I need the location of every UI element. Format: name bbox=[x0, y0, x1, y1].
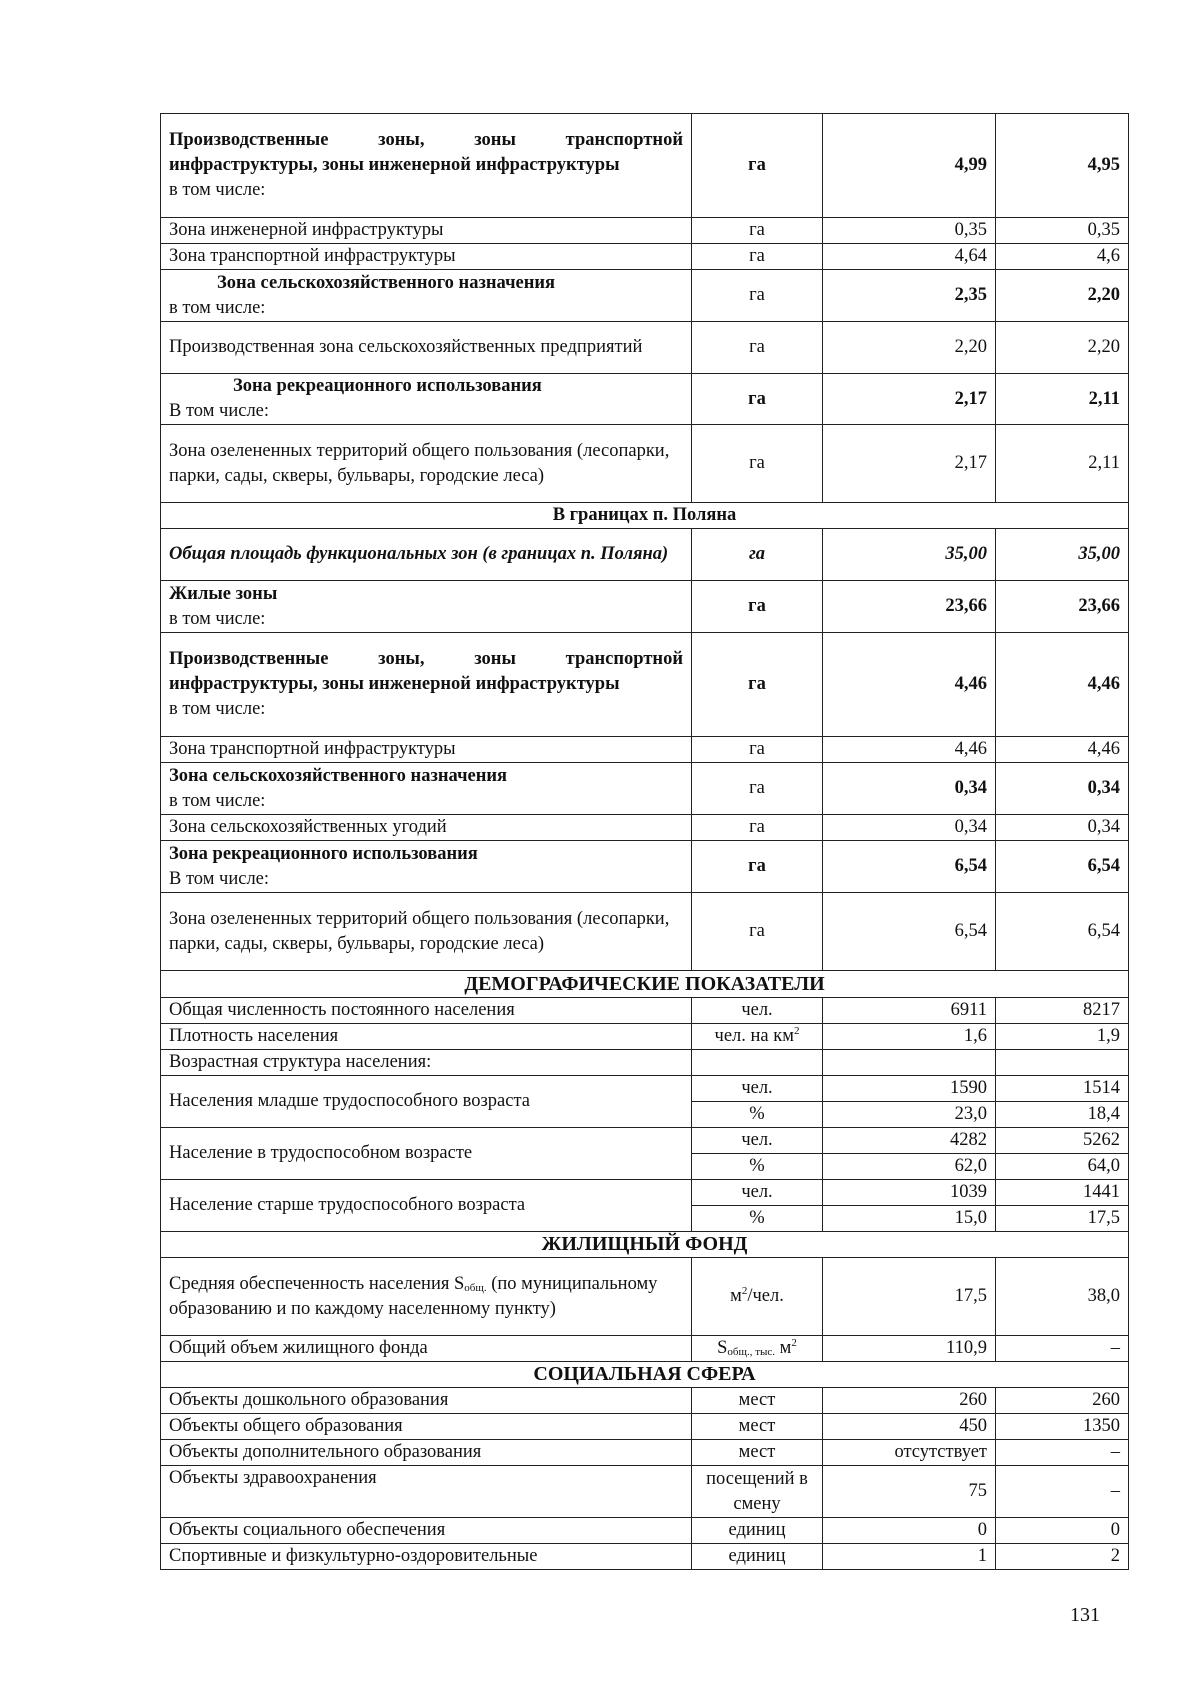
row-name: Население старше трудоспособного возраста bbox=[161, 1180, 692, 1232]
row-value-2: 64,0 bbox=[996, 1154, 1129, 1180]
row-name bbox=[161, 841, 692, 893]
row-name-bold: Производственные зоны, зоны транспортной инфраструктуры, зоны инженерной инфраструктуры bbox=[169, 649, 683, 694]
row-value-1: 0,34 bbox=[823, 763, 996, 815]
row-value-2: 2,11 bbox=[996, 374, 1129, 425]
row-value-1: 1590 bbox=[823, 1076, 996, 1102]
row-unit: чел. bbox=[692, 1076, 823, 1102]
table-row bbox=[161, 1518, 1129, 1544]
row-value-1: 0,35 bbox=[823, 218, 996, 244]
row-name: Зона транспортной инфраструктуры bbox=[161, 244, 692, 270]
unit-text: м bbox=[730, 1286, 742, 1306]
table-row bbox=[161, 998, 1129, 1024]
row-value-1: 75 bbox=[823, 1466, 996, 1518]
row-unit: чел. bbox=[692, 1180, 823, 1206]
row-name: Плотность населения bbox=[161, 1024, 692, 1050]
table-row bbox=[161, 1258, 1129, 1336]
row-value-1: 1039 bbox=[823, 1180, 996, 1206]
row-value-1: 2,17 bbox=[823, 374, 996, 425]
row-value-2: 1441 bbox=[996, 1180, 1129, 1206]
section-row bbox=[161, 1232, 1129, 1258]
row-value-2: 0 bbox=[996, 1518, 1129, 1544]
row-value-2: 1350 bbox=[996, 1414, 1129, 1440]
row-value-2: 17,5 bbox=[996, 1206, 1129, 1232]
row-unit: чел. bbox=[692, 1128, 823, 1154]
row-name: Объекты здравоохранения bbox=[161, 1466, 692, 1518]
table-row bbox=[161, 270, 1129, 322]
row-value-1: 6,54 bbox=[823, 841, 996, 893]
row-unit: га bbox=[692, 893, 823, 971]
row-value-1: 17,5 bbox=[823, 1258, 996, 1336]
row-value-1: 1 bbox=[823, 1544, 996, 1570]
row-unit: % bbox=[692, 1102, 823, 1128]
row-value-1: отсутствует bbox=[823, 1440, 996, 1466]
row-value-2: 1,9 bbox=[996, 1024, 1129, 1050]
row-subnote: В том числе: bbox=[169, 401, 270, 421]
row-name: Зона сельскохозяйственных угодий bbox=[161, 815, 692, 841]
row-value-2: 38,0 bbox=[996, 1258, 1129, 1336]
row-value-2: 35,00 bbox=[996, 529, 1129, 581]
row-value-2: 0,34 bbox=[996, 763, 1129, 815]
row-subnote: в том числе: bbox=[169, 180, 266, 200]
table-row bbox=[161, 1076, 1129, 1102]
section-heading: СОЦИАЛЬНАЯ СФЕРА bbox=[161, 1362, 1129, 1388]
row-value-1: 1,6 bbox=[823, 1024, 996, 1050]
table-row bbox=[161, 581, 1129, 633]
row-unit: га bbox=[692, 737, 823, 763]
row-value-1: 35,00 bbox=[823, 529, 996, 581]
row-unit: мест bbox=[692, 1414, 823, 1440]
row-name-bold: Зона рекреационного использования bbox=[233, 376, 542, 396]
row-value-2: 6,54 bbox=[996, 893, 1129, 971]
row-value-2: 23,66 bbox=[996, 581, 1129, 633]
row-name bbox=[161, 633, 692, 737]
row-value-2 bbox=[996, 1050, 1129, 1076]
row-name-bold: Зона сельскохозяйственного назначения bbox=[217, 272, 556, 293]
row-value-2: 8217 bbox=[996, 998, 1129, 1024]
row-name bbox=[161, 114, 692, 218]
row-name: Общий объем жилищного фонда bbox=[161, 1336, 692, 1362]
row-value-2: 18,4 bbox=[996, 1102, 1129, 1128]
row-value-1: 6911 bbox=[823, 998, 996, 1024]
unit-text: S bbox=[717, 1338, 728, 1358]
table-row bbox=[161, 425, 1129, 503]
row-name-bold: Зона рекреационного использования bbox=[169, 843, 478, 864]
row-value-1: 110,9 bbox=[823, 1336, 996, 1362]
row-name: Населения младше трудоспособного возраста bbox=[161, 1076, 692, 1128]
table-row bbox=[161, 218, 1129, 244]
table-row bbox=[161, 737, 1129, 763]
row-unit: га bbox=[692, 244, 823, 270]
table-row bbox=[161, 1050, 1129, 1076]
row-value-2: 2,20 bbox=[996, 270, 1129, 322]
page-number: 131 bbox=[1070, 1604, 1100, 1626]
unit-text: чел. на км bbox=[714, 1026, 794, 1046]
section-heading: ДЕМОГРАФИЧЕСКИЕ ПОКАЗАТЕЛИ bbox=[161, 971, 1129, 998]
table-row bbox=[161, 1336, 1129, 1362]
row-name-bold: Жилые зоны bbox=[169, 583, 278, 604]
row-unit: га bbox=[692, 374, 823, 425]
row-name: Объекты дошкольного образования bbox=[161, 1388, 692, 1414]
row-unit: единиц bbox=[692, 1544, 823, 1570]
row-name-bold: Производственные зоны, зоны транспортной инфраструктуры, зоны инженерной инфраструктуры bbox=[169, 130, 683, 175]
row-name-bold: Зона сельскохозяйственного назначения bbox=[169, 765, 508, 786]
row-value-2: 2,11 bbox=[996, 425, 1129, 503]
row-name-text-rest: (по муниципальному образованию и по каждому населенному пункту) bbox=[169, 1273, 658, 1319]
name-subscript: общ. bbox=[464, 1281, 487, 1294]
row-unit: посещений в смену bbox=[692, 1466, 823, 1518]
row-value-1: 4282 bbox=[823, 1128, 996, 1154]
row-subnote: в том числе: bbox=[169, 699, 266, 719]
row-name: Спортивные и физкультурно-оздоровительные bbox=[161, 1544, 692, 1570]
row-value-1: 2,20 bbox=[823, 322, 996, 374]
row-unit: га bbox=[692, 425, 823, 503]
row-name bbox=[161, 763, 692, 815]
row-value-1: 4,99 bbox=[823, 114, 996, 218]
row-value-2: 260 bbox=[996, 1388, 1129, 1414]
row-name bbox=[161, 374, 692, 425]
section-heading: ЖИЛИЩНЫЙ ФОНД bbox=[161, 1232, 1129, 1258]
section-row bbox=[161, 1362, 1129, 1388]
row-name: Объекты дополнительного образования bbox=[161, 1440, 692, 1466]
unit-superscript: 2 bbox=[793, 1025, 800, 1037]
table-row bbox=[161, 633, 1129, 737]
row-value-1: 62,0 bbox=[823, 1154, 996, 1180]
row-value-1: 260 bbox=[823, 1388, 996, 1414]
row-value-1: 2,35 bbox=[823, 270, 996, 322]
row-unit: чел. bbox=[692, 998, 823, 1024]
row-value-2: 5262 bbox=[996, 1128, 1129, 1154]
section-heading: В границах п. Поляна bbox=[161, 503, 1129, 529]
row-unit: га bbox=[692, 841, 823, 893]
row-value-1: 4,46 bbox=[823, 633, 996, 737]
row-name: Зона транспортной инфраструктуры bbox=[161, 737, 692, 763]
row-value-2: 2,20 bbox=[996, 322, 1129, 374]
row-name bbox=[161, 529, 692, 581]
table-row bbox=[161, 374, 1129, 425]
table-row bbox=[161, 763, 1129, 815]
row-unit: га bbox=[692, 529, 823, 581]
table-row bbox=[161, 893, 1129, 971]
row-value-2: 4,46 bbox=[996, 633, 1129, 737]
row-unit: га bbox=[692, 218, 823, 244]
row-value-2: 0,35 bbox=[996, 218, 1129, 244]
indicators-table bbox=[160, 113, 1129, 1570]
row-unit: га bbox=[692, 815, 823, 841]
row-value-2: 0,34 bbox=[996, 815, 1129, 841]
row-value-2: 4,95 bbox=[996, 114, 1129, 218]
table-row bbox=[161, 841, 1129, 893]
row-name-text: Средняя обеспеченность населения S bbox=[169, 1273, 465, 1294]
table-row bbox=[161, 529, 1129, 581]
row-unit: га bbox=[692, 322, 823, 374]
table-row bbox=[161, 1180, 1129, 1206]
row-unit: мест bbox=[692, 1440, 823, 1466]
table-row bbox=[161, 815, 1129, 841]
row-name bbox=[161, 581, 692, 633]
unit-superscript: 2 bbox=[741, 1285, 748, 1297]
row-value-2: 1514 bbox=[996, 1076, 1129, 1102]
row-value-2: – bbox=[996, 1336, 1129, 1362]
row-value-2: 4,6 bbox=[996, 244, 1129, 270]
row-unit: га bbox=[692, 633, 823, 737]
table-row bbox=[161, 1024, 1129, 1050]
table-row bbox=[161, 1414, 1129, 1440]
table-row bbox=[161, 1388, 1129, 1414]
row-value-2: 6,54 bbox=[996, 841, 1129, 893]
row-name-bold-italic: Общая площадь функциональных зон (в границах п. Поляна) bbox=[169, 544, 669, 564]
row-unit bbox=[692, 1024, 823, 1050]
row-unit bbox=[692, 1258, 823, 1336]
row-subnote: в том числе: bbox=[169, 608, 266, 629]
row-value-1: 0,34 bbox=[823, 815, 996, 841]
row-name: Общая численность постоянного населения bbox=[161, 998, 692, 1024]
row-value-1: 4,46 bbox=[823, 737, 996, 763]
section-row bbox=[161, 503, 1129, 529]
row-subnote: в том числе: bbox=[169, 790, 266, 811]
row-name bbox=[161, 1258, 692, 1336]
row-unit: мест bbox=[692, 1388, 823, 1414]
row-unit: % bbox=[692, 1206, 823, 1232]
row-name: Зона инженерной инфраструктуры bbox=[161, 218, 692, 244]
row-subnote: в том числе: bbox=[169, 297, 266, 318]
row-unit: га bbox=[692, 114, 823, 218]
row-unit: % bbox=[692, 1154, 823, 1180]
row-name: Население в трудоспособном возрасте bbox=[161, 1128, 692, 1180]
row-unit: га bbox=[692, 581, 823, 633]
row-unit bbox=[692, 1050, 823, 1076]
table-row bbox=[161, 322, 1129, 374]
row-name: Зона озелененных территорий общего пользования (лесопарки, парки, сады, скверы, бульвары, городские леса) bbox=[161, 425, 692, 503]
row-value-1: 23,0 bbox=[823, 1102, 996, 1128]
row-value-1: 2,17 bbox=[823, 425, 996, 503]
unit-subscript: общ., тыс. bbox=[727, 1346, 776, 1358]
row-value-1 bbox=[823, 1050, 996, 1076]
row-unit bbox=[692, 1336, 823, 1362]
table-row bbox=[161, 1544, 1129, 1570]
row-name: Зона озелененных территорий общего пользования (лесопарки, парки, сады, скверы, бульвары, городские леса) bbox=[161, 893, 692, 971]
row-unit: единиц bbox=[692, 1518, 823, 1544]
row-value-1: 0 bbox=[823, 1518, 996, 1544]
row-name: Производственная зона сельскохозяйственных предприятий bbox=[161, 322, 692, 374]
unit-text-rest: /чел. bbox=[747, 1286, 784, 1306]
row-value-1: 15,0 bbox=[823, 1206, 996, 1232]
row-value-1: 450 bbox=[823, 1414, 996, 1440]
row-value-1: 4,64 bbox=[823, 244, 996, 270]
row-value-2: 4,46 bbox=[996, 737, 1129, 763]
row-value-2: – bbox=[996, 1466, 1129, 1518]
row-unit: га bbox=[692, 763, 823, 815]
row-subnote: В том числе: bbox=[169, 868, 270, 889]
table-row bbox=[161, 1466, 1129, 1518]
table-row bbox=[161, 244, 1129, 270]
table-row bbox=[161, 114, 1129, 218]
table-row bbox=[161, 1128, 1129, 1154]
row-name: Объекты социального обеспечения bbox=[161, 1518, 692, 1544]
row-name bbox=[161, 270, 692, 322]
row-value-2: 2 bbox=[996, 1544, 1129, 1570]
table-row bbox=[161, 1440, 1129, 1466]
row-value-1: 6,54 bbox=[823, 893, 996, 971]
row-value-2: – bbox=[996, 1440, 1129, 1466]
row-name: Возрастная структура населения: bbox=[161, 1050, 692, 1076]
unit-text-rest: м bbox=[775, 1338, 792, 1358]
unit-superscript: 2 bbox=[791, 1337, 797, 1349]
row-value-1: 23,66 bbox=[823, 581, 996, 633]
row-name: Объекты общего образования bbox=[161, 1414, 692, 1440]
row-unit: га bbox=[692, 270, 823, 322]
section-row bbox=[161, 971, 1129, 998]
